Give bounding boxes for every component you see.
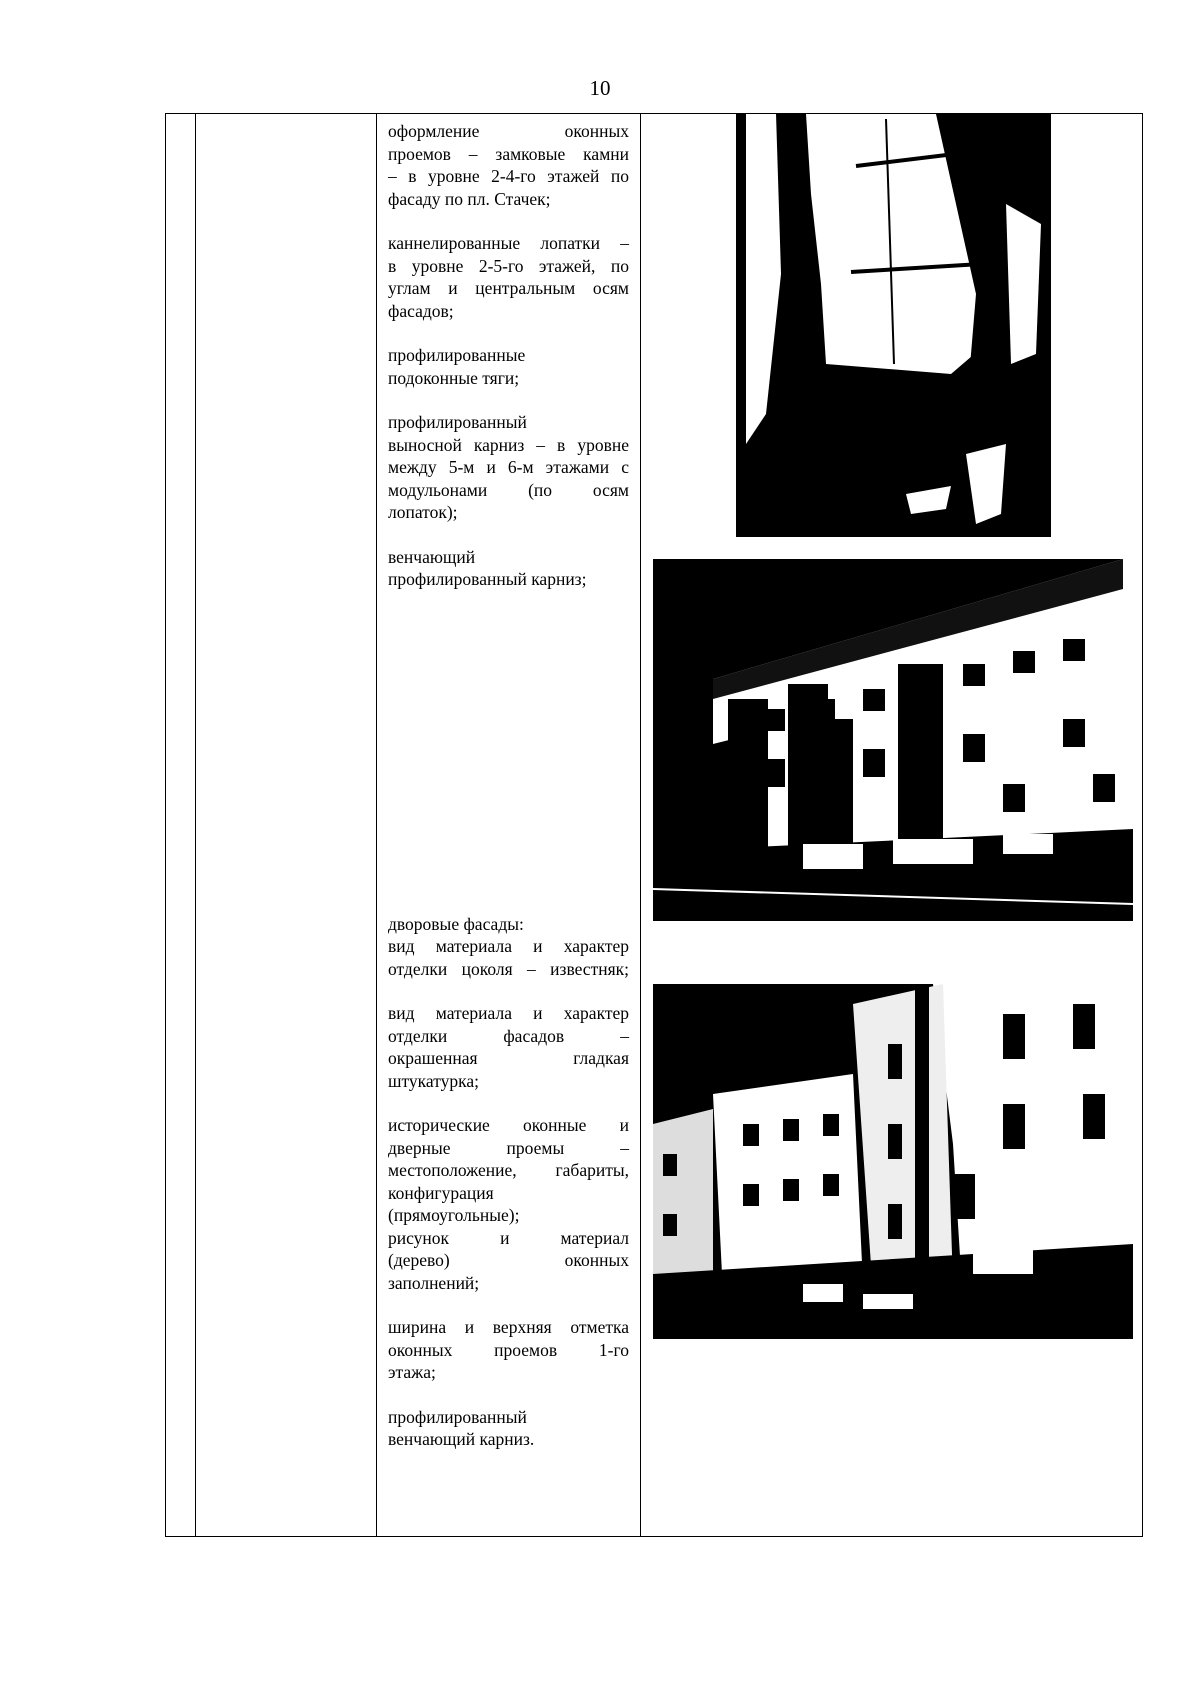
text-line: лопаток); xyxy=(388,502,458,522)
description-cell xyxy=(377,114,641,1537)
item-sill-courses xyxy=(388,344,629,389)
text-line: выносной карниз – в уровне xyxy=(388,434,629,455)
text-line: местоположение, габариты, xyxy=(388,1160,629,1180)
text-line: венчающий карниз. xyxy=(388,1429,535,1449)
photo-cell xyxy=(641,114,1143,1537)
photo-pilaster-closeup xyxy=(736,114,1051,537)
page-number: 10 xyxy=(589,76,611,100)
text-line: дверные проемы – xyxy=(388,1137,629,1158)
item-window-keystones xyxy=(388,120,629,210)
item-courtyard-cornice xyxy=(388,1406,629,1451)
text-line: профилированный xyxy=(388,1406,527,1427)
text-line: (дерево) оконных xyxy=(388,1250,629,1270)
item-ground-floor-windows xyxy=(388,1316,629,1384)
protection-subject-table xyxy=(165,113,1143,1537)
text-line: фасаду по пл. Стачек; xyxy=(388,188,551,209)
text-line: модульонами (по осям xyxy=(388,479,629,500)
text-line: окрашенная гладкая xyxy=(388,1048,629,1068)
text-line: отделки цоколя – известняк; xyxy=(388,958,629,979)
text-line: оформление xyxy=(388,121,480,141)
item-projecting-cornice xyxy=(388,411,629,524)
text-line: профилированный xyxy=(388,412,527,432)
photo-main-facade xyxy=(653,559,1133,921)
item-courtyard-finish xyxy=(388,1002,629,1092)
text-line: подоконные тяги; xyxy=(388,367,520,388)
text-line: штукатурка; xyxy=(388,1070,479,1091)
text-line: проемов – замковые камни xyxy=(388,143,629,164)
text-line: – в уровне 2-4-го этажей по xyxy=(388,166,629,186)
item-fluted-pilasters xyxy=(388,232,629,322)
text-line: рисунок и материал xyxy=(388,1227,629,1248)
text-line: каннелированные лопатки – xyxy=(388,233,629,253)
text-line: венчающий xyxy=(388,546,476,567)
item-courtyard-plinth xyxy=(388,913,629,981)
text-line: оконных xyxy=(564,121,629,141)
text-line: исторические оконные и xyxy=(388,1115,629,1135)
text-line: оконных проемов 1-го xyxy=(388,1339,629,1360)
item-courtyard-openings xyxy=(388,1114,629,1294)
text-line: профилированные xyxy=(388,345,526,365)
text-line: вид материала и характер xyxy=(388,1003,629,1023)
text-line: между 5-м и 6-м этажами с xyxy=(388,457,629,477)
text-line: этажа; xyxy=(388,1362,436,1382)
text-line: отделки фасадов – xyxy=(388,1025,629,1046)
text-line: профилированный карниз; xyxy=(388,569,587,589)
column-number-cell xyxy=(166,114,196,1537)
text-line: (прямоугольные); xyxy=(388,1205,520,1225)
text-line: углам и центральным осям xyxy=(388,278,629,298)
text-line: заполнений; xyxy=(388,1272,480,1293)
item-crowning-cornice xyxy=(388,546,629,591)
text-line: дворовые фасады: xyxy=(388,913,524,934)
text-line: конфигурация xyxy=(388,1182,494,1203)
text-line: ширина и верхняя отметка xyxy=(388,1317,629,1337)
text-line: вид материала и характер xyxy=(388,936,629,956)
photo-courtyard-facades xyxy=(653,984,1133,1339)
column-name-cell xyxy=(196,114,377,1537)
text-line: в уровне 2-5-го этажей, по xyxy=(388,255,629,276)
text-line: фасадов; xyxy=(388,300,454,321)
